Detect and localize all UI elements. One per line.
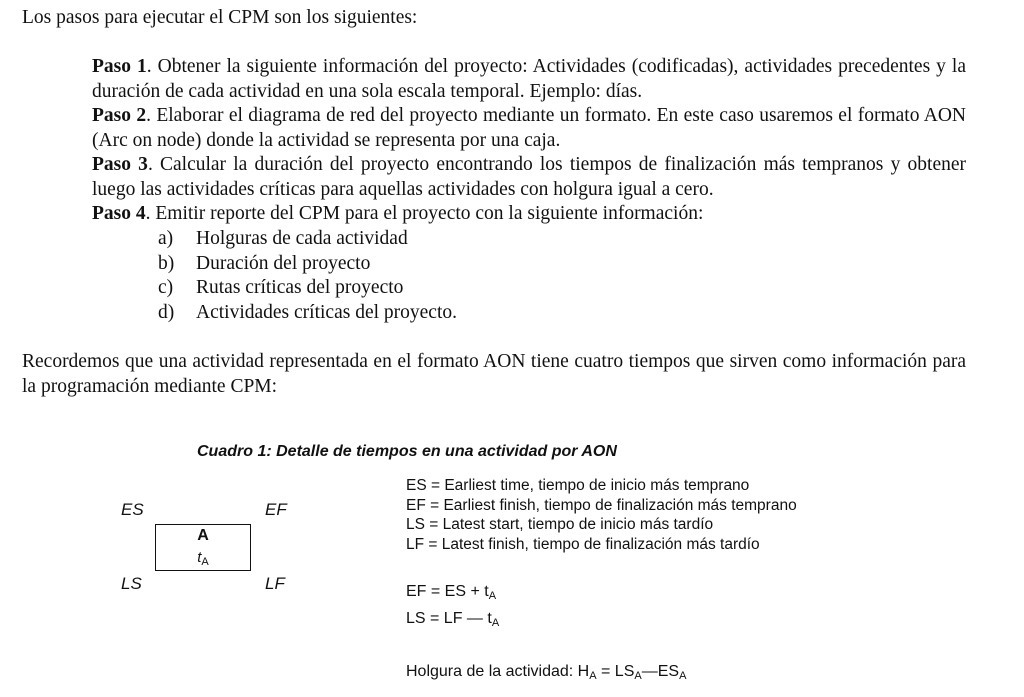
step-label: Paso 1 bbox=[92, 56, 147, 77]
activity-node-box bbox=[155, 524, 251, 571]
list-marker: c) bbox=[158, 277, 174, 298]
step-3 bbox=[92, 153, 966, 202]
step-1 bbox=[92, 55, 966, 104]
intro-paragraph: Los pasos para ejecutar el CPM son los siguientes: bbox=[22, 7, 418, 28]
list-item bbox=[158, 276, 457, 301]
step-text: . Emitir reporte del CPM para el proyecto con la siguiente información: bbox=[145, 203, 704, 224]
definition-es: ES = Earliest time, tiempo de inicio más temprano bbox=[406, 477, 750, 494]
list-marker: d) bbox=[158, 301, 175, 323]
definition-ls: LS = Latest start, tiempo de inicio más tardío bbox=[406, 516, 714, 533]
ls-label: LS bbox=[121, 574, 142, 593]
formula-ls: LS = LF — $t_A$ bbox=[406, 610, 500, 629]
ef-label: EF bbox=[265, 500, 287, 519]
list-text: Rutas críticas del proyecto bbox=[196, 277, 404, 298]
step-label: Paso 2 bbox=[92, 105, 147, 126]
es-label: ES bbox=[121, 500, 144, 519]
step-4 bbox=[92, 202, 966, 227]
list-item bbox=[158, 301, 457, 326]
step-label: Paso 4 bbox=[92, 203, 146, 224]
formula-slack: Holgura de la actividad: $H_A$ = $LS_A—ES_A$ bbox=[406, 663, 687, 682]
step-2 bbox=[92, 104, 966, 153]
steps-list bbox=[92, 55, 966, 227]
activity-duration: $t_A$ bbox=[197, 549, 209, 568]
lf-label: LF bbox=[265, 574, 285, 593]
step-label: Paso 3 bbox=[92, 154, 148, 175]
definitions-list bbox=[406, 476, 797, 554]
recap-paragraph: Recordemos que una actividad representada en el formato AON tiene cuatro tiempos que sirven como información para la programación mediante CPM: bbox=[22, 351, 966, 397]
list-text: Holguras de cada actividad bbox=[196, 228, 408, 249]
list-text: Actividades críticas del proyecto. bbox=[196, 301, 457, 323]
table-caption: Cuadro 1: Detalle de tiempos en una actividad por AON bbox=[197, 443, 617, 460]
definition-ef: EF = Earliest finish, tiempo de finalización más temprano bbox=[406, 496, 797, 514]
list-marker: a) bbox=[158, 228, 174, 249]
list-item bbox=[158, 252, 457, 277]
report-items-list bbox=[158, 227, 457, 325]
step-text: . Calcular la duración del proyecto encontrando los tiempos de finalización más tempranos y obtener luego las actividades críticas para aquellas actividades con holgura igual a cero. bbox=[92, 154, 966, 200]
list-text: Duración del proyecto bbox=[196, 252, 371, 274]
formula-ef: EF = ES + $t_A$ bbox=[406, 583, 497, 602]
list-marker: b) bbox=[158, 252, 175, 274]
list-item bbox=[158, 227, 457, 252]
step-text: . Elaborar el diagrama de red del proyecto mediante un formato. En este caso usaremos el formato AON (Arc on node) donde la actividad se representa por una caja. bbox=[92, 105, 966, 151]
activity-name: A bbox=[197, 527, 209, 544]
step-text: . Obtener la siguiente información del proyecto: Actividades (codificadas), actividades precedentes y la duración de cada actividad en una sola escala temporal. Ejemplo: días. bbox=[92, 56, 966, 102]
definition-lf: LF = Latest finish, tiempo de finalización más tardío bbox=[406, 535, 760, 553]
